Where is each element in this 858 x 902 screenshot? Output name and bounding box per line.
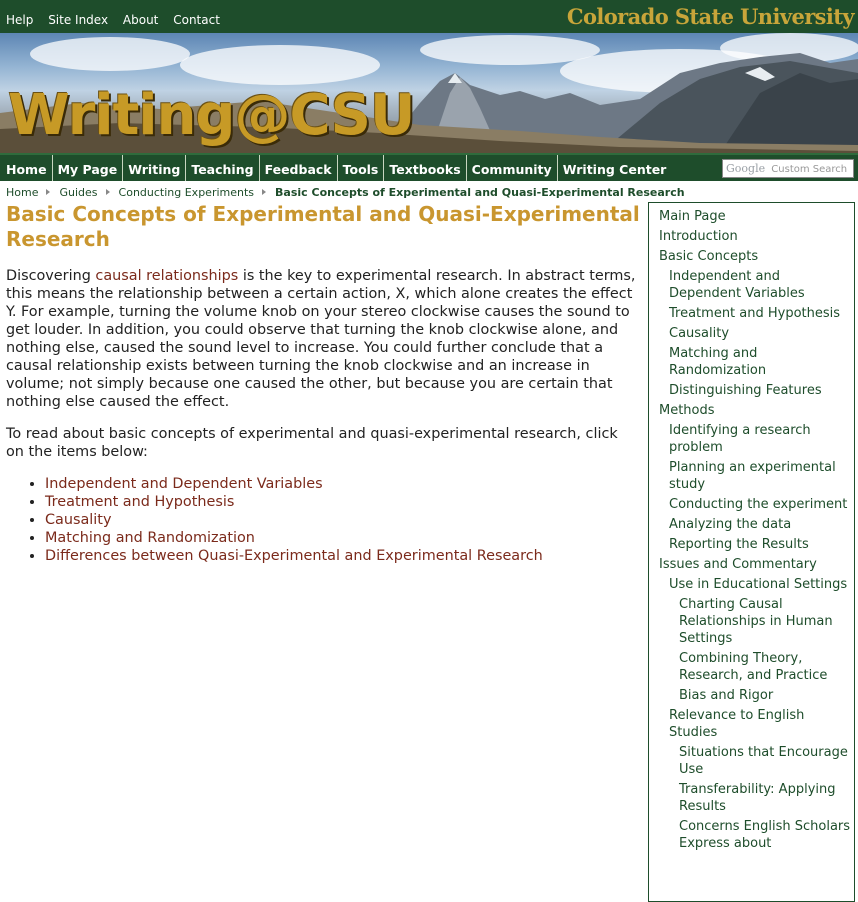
nav-item-teaching[interactable]: Teaching <box>186 155 259 181</box>
sidebar-item[interactable]: Reporting the Results <box>669 537 809 552</box>
breadcrumb-home[interactable]: Home <box>6 186 39 199</box>
utility-links <box>6 13 231 27</box>
search-input[interactable] <box>722 159 854 178</box>
sidebar-item[interactable]: Relevance to English Studies <box>669 708 805 740</box>
site-banner <box>0 33 858 153</box>
sidebar-item[interactable]: Issues and Commentary <box>659 557 817 572</box>
nav-menu <box>0 155 671 181</box>
nav-item-feedback[interactable]: Feedback <box>260 155 338 181</box>
intro-text-start: Discovering <box>6 268 96 284</box>
sidebar-item[interactable]: Transferability: Applying Results <box>679 782 836 814</box>
sidebar-item[interactable]: Combining Theory, Research, and Practice <box>679 651 828 683</box>
main-navigation <box>0 153 858 181</box>
list-item <box>45 493 640 511</box>
sidebar-item[interactable]: Matching and Randomization <box>669 346 767 378</box>
topic-link-causality[interactable]: Causality <box>45 512 112 528</box>
sidebar-item[interactable]: Charting Causal Relationships in Human Settings <box>679 597 833 646</box>
sidebar-guide-nav <box>648 202 855 902</box>
nav-item-writing-center[interactable]: Writing Center <box>562 162 667 177</box>
nav-item-writing[interactable]: Writing <box>123 155 186 181</box>
nav-item-my-page[interactable]: My Page <box>53 155 124 181</box>
sidebar-item[interactable]: Basic Concepts <box>659 249 759 264</box>
topic-link-matching[interactable]: Matching and Randomization <box>45 530 255 546</box>
intro-paragraph <box>6 267 640 411</box>
nav-item-tools[interactable]: Tools <box>338 155 385 181</box>
contact-link[interactable]: Contact <box>173 13 220 27</box>
sidebar-item[interactable]: Analyzing the data <box>669 517 792 532</box>
site-index-link[interactable]: Site Index <box>48 13 109 27</box>
about-link[interactable]: About <box>122 13 159 27</box>
breadcrumb-guides[interactable]: Guides <box>59 186 98 199</box>
nav-item-home[interactable]: Home <box>0 155 53 181</box>
sidebar-item[interactable]: Main Page <box>659 209 726 224</box>
sidebar-item[interactable]: Use in Educational Settings <box>669 577 848 592</box>
nav-item-textbooks[interactable]: Textbooks <box>384 155 466 181</box>
list-item <box>45 547 640 565</box>
sidebar-item[interactable]: Causality <box>669 326 730 341</box>
sidebar-item[interactable]: Identifying a research problem <box>669 423 811 455</box>
help-link[interactable]: Help <box>6 13 34 27</box>
chevron-right-icon <box>46 189 50 195</box>
intro-text-rest: is the key to experimental research. In abstract terms, this means the relationship between a certain action, X, which alone creates the effect Y. For example, turning the volume knob on your stereo clockwise causes the sound to get louder. In addition, you could observe that turning the knob clockwise alone, and nothing else, caused the sound level to increase. You could further conclude that a causal relationship exists between turning the knob clockwise and an increase in volume; not simply because one caused the other, but because you are certain that nothing else caused the effect. <box>6 268 636 410</box>
list-item <box>45 511 640 529</box>
topic-list <box>6 475 640 565</box>
sidebar-item[interactable]: Bias and Rigor <box>679 688 774 703</box>
sidebar-item[interactable]: Conducting the experiment <box>669 497 848 512</box>
chevron-right-icon <box>262 189 266 195</box>
sidebar-item[interactable]: Introduction <box>659 229 738 244</box>
breadcrumb-current: Basic Concepts of Experimental and Quasi-Experimental Research <box>275 186 685 199</box>
sidebar-item[interactable]: Situations that Encourage Use <box>679 745 848 777</box>
sidebar-item[interactable]: Planning an experimental study <box>669 460 836 492</box>
breadcrumb-conducting-experiments[interactable]: Conducting Experiments <box>118 186 255 199</box>
lead-paragraph: To read about basic concepts of experimental and quasi-experimental research, click on the items below: <box>6 426 618 460</box>
google-logo: Google <box>726 162 766 175</box>
writing-csu-wordmark[interactable]: Writing@CSU <box>8 83 415 148</box>
university-logo[interactable]: Colorado State University <box>566 4 854 29</box>
list-item <box>45 529 640 547</box>
top-utility-bar <box>0 0 858 33</box>
causal-relationships-link[interactable]: causal relationships <box>95 268 239 284</box>
topic-link-differences[interactable]: Differences between Quasi-Experimental and Experimental Research <box>45 548 543 564</box>
topic-link-variables[interactable]: Independent and Dependent Variables <box>45 476 323 492</box>
main-content <box>6 202 640 565</box>
sidebar-item[interactable]: Treatment and Hypothesis <box>669 306 841 321</box>
sidebar-item[interactable]: Distinguishing Features <box>669 383 822 398</box>
sidebar-item[interactable]: Independent and Dependent Variables <box>669 269 805 301</box>
list-item <box>45 475 640 493</box>
chevron-right-icon <box>106 189 110 195</box>
nav-item-community[interactable]: Community <box>467 155 558 181</box>
page-title: Basic Concepts of Experimental and Quasi-Experimental Research <box>6 202 640 251</box>
sidebar-item[interactable]: Concerns English Scholars Express about <box>679 819 851 851</box>
topic-link-treatment[interactable]: Treatment and Hypothesis <box>45 494 235 510</box>
search-placeholder: Custom Search <box>771 164 848 175</box>
sidebar-item[interactable]: Methods <box>659 403 715 418</box>
breadcrumb <box>6 186 685 199</box>
